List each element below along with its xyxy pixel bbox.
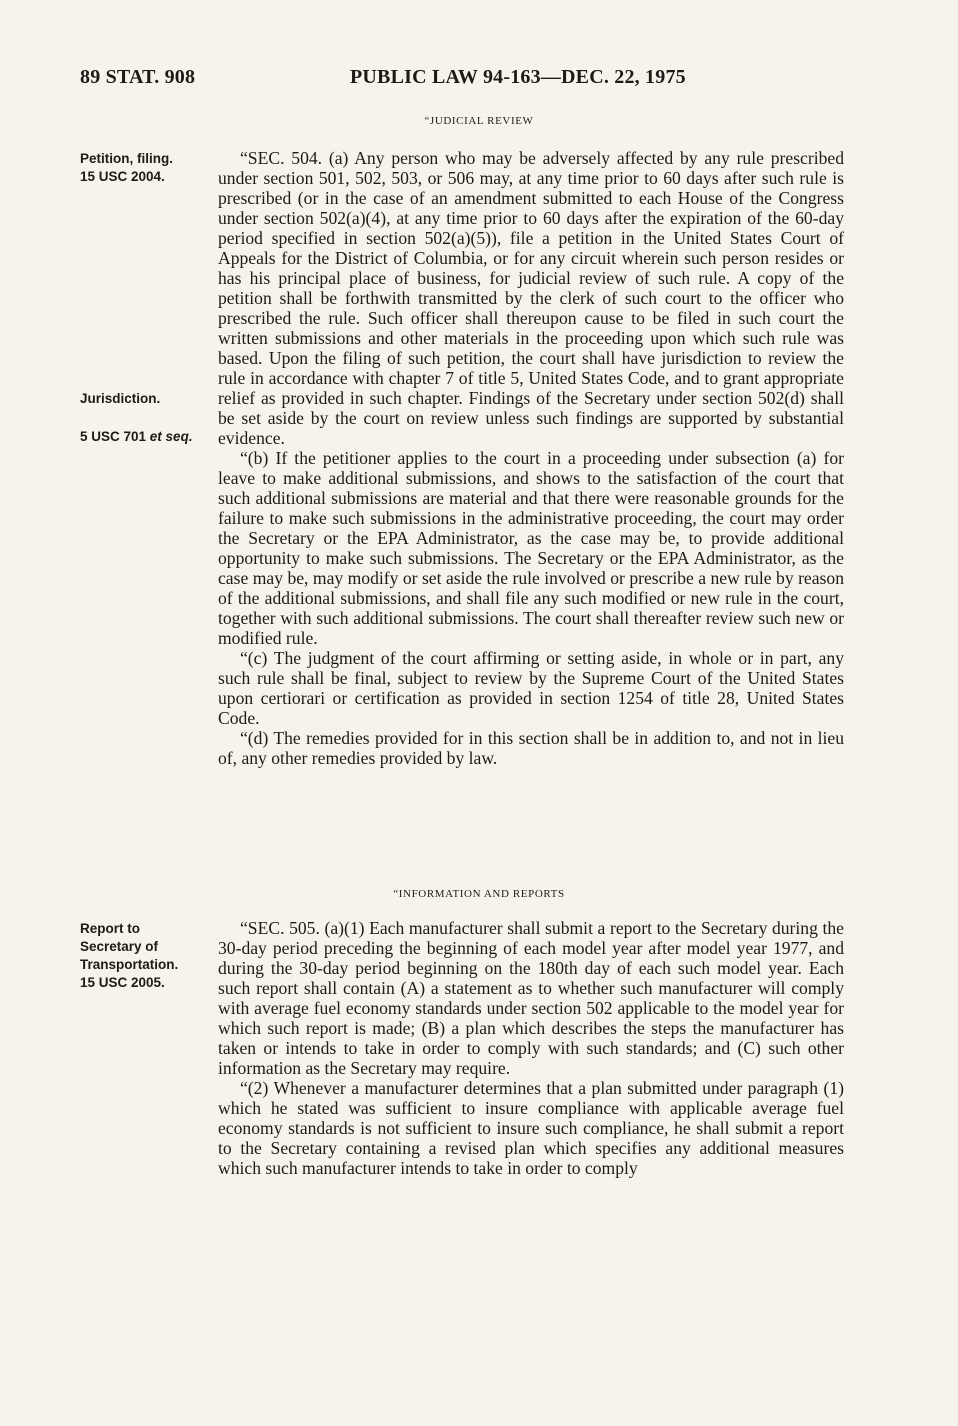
information-reports-body <box>218 918 844 1178</box>
paragraph-sec-504-d: “(d) The remedies provided for in this section shall be in addition to, and not in lieu of, any other remedies provided by law. <box>218 728 844 768</box>
margin-note-usc-reference <box>80 428 210 446</box>
usc-ref-text: 5 USC 701 <box>80 429 150 444</box>
margin-note-report: Report to Secretary of Transportation. 15 USC 2005. <box>80 921 179 990</box>
judicial-review-body <box>218 148 844 768</box>
margin-note-jurisdiction: Jurisdiction. <box>80 391 161 406</box>
paragraph-sec-505-a2: “(2) Whenever a manufacturer determines that a plan submitted under paragraph (1) which he stated was sufficient to insure compliance with applicable average fuel economy standards is not sufficient to insure such compliance, he shall submit a report to the Secretary containing a revised plan which specifies any additional measures which such manufacturer intends to take in order to comply <box>218 1078 844 1178</box>
paragraph-sec-505-a1: “SEC. 505. (a)(1) Each manufacturer shall submit a report to the Secretary during the 30-day period preceding the beginning of each model year after model year 1977, and during the 30-day period beginning on the 180th day of each such model year. Each such report shall contain (A) a statement as to whether such manufacturer will comply with average fuel economy standards under section 502 applicable to the model year for which such report is made; (B) a plan which describes the steps the manufacturer has taken or intends to take in order to comply with such standards; and (C) such other information as the Secretary may require. <box>218 918 844 1078</box>
section-heading-judicial-review: “JUDICIAL REVIEW <box>424 115 534 127</box>
usc-ref-italic: et seq. <box>149 429 193 444</box>
law-title: PUBLIC LAW 94-163—DEC. 22, 1975 <box>350 66 686 88</box>
section-heading-information-reports: “INFORMATION AND REPORTS <box>393 888 565 900</box>
margin-note-petition: Petition, filing. 15 USC 2004. <box>80 151 173 184</box>
paragraph-sec-504-c: “(c) The judgment of the court affirming or setting aside, in whole or in part, any such rule shall be final, subject to review by the Supreme Court of the United States upon certiorari or certification as provided in section 1254 of title 28, United States Code. <box>218 648 844 728</box>
paragraph-sec-504-b: “(b) If the petitioner applies to the court in a proceeding under subsection (a) for leave to make additional submissions, and shows to the satisfaction of the court that such additional submissions are material and that there were reasonable grounds for the failure to make such submissions in the administrative proceeding, the court may order the Secretary or the EPA Administrator, as the case may be, to provide additional opportunity to make such submissions. The Secretary or the EPA Administrator, as the case may be, may modify or set aside the rule involved or prescribe a new rule by reason of the additional submissions, and shall file any such modified or new rule in the court, together with such additional submissions. The court shall thereafter review such new or modified rule. <box>218 448 844 648</box>
paragraph-sec-504-a: “SEC. 504. (a) Any person who may be adversely affected by any rule prescribed under section 501, 502, 503, or 506 may, at any time prior to 60 days after such rule is prescribed (or in the case of an amendment submitted to each House of the Congress under section 502(a)(4), at any time prior to 60 days after the expiration of the 60-day period specified in section 502(a)(5)), file a petition in the United States Court of Appeals for the District of Columbia, or for any circuit wherein such person resides or has his principal place of business, for judicial review of such rule. A copy of the petition shall be forthwith transmitted by the clerk of such court to the officer who prescribed the rule. Such officer shall thereupon cause to be filed in such court the written submissions and other materials in the proceeding upon which such rule was based. Upon the filing of such petition, the court shall have jurisdiction to review the rule in accordance with chapter 7 of title 5, United States Code, and to grant appropriate relief as provided in such chapter. Findings of the Secretary under section 502(d) shall be set aside by the court on review unless such findings are supported by substantial evidence. <box>218 148 844 448</box>
stat-reference: 89 STAT. 908 <box>80 66 196 88</box>
